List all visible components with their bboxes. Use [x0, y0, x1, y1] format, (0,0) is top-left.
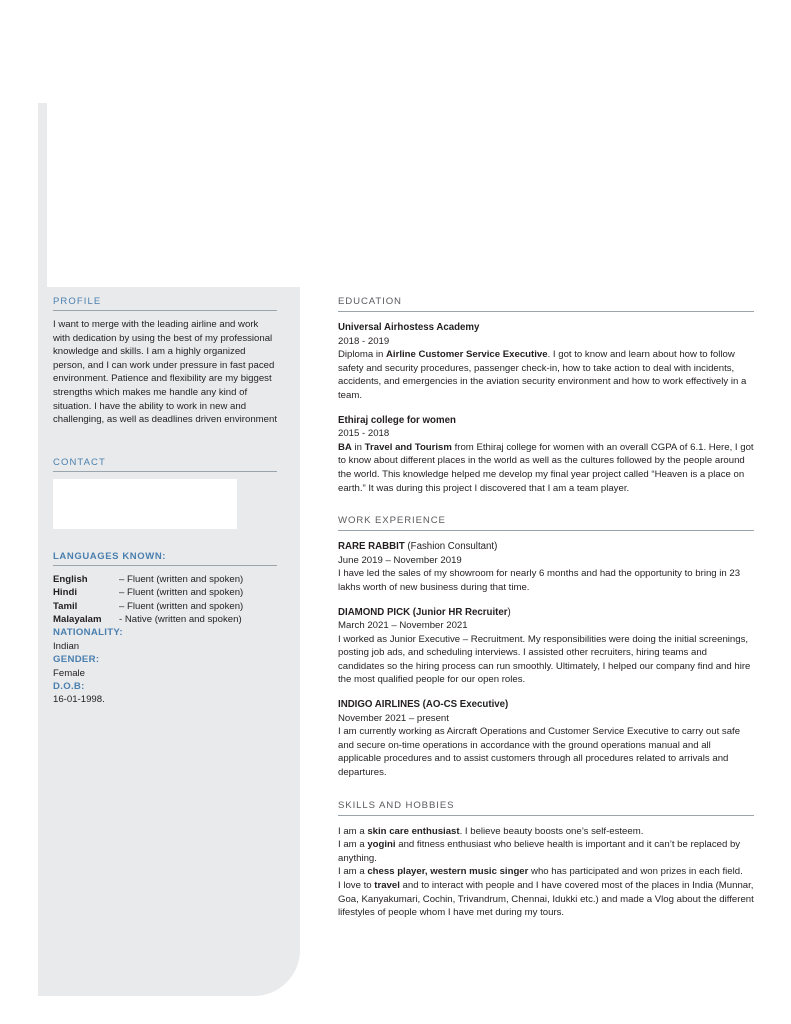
- contact-details-box: [53, 479, 237, 529]
- list-item: [338, 865, 754, 879]
- hobby-highlight: yogini: [367, 839, 396, 851]
- hobby-highlight: chess player, western music singer: [367, 866, 529, 878]
- education-desc-mid: in: [351, 441, 365, 453]
- education-desc-highlight: Travel and Tourism: [364, 441, 452, 453]
- hobby-pre: I am a: [338, 866, 368, 878]
- education-section: [338, 296, 754, 495]
- hobby-post: who has participated and won prizes in each field.: [528, 866, 743, 878]
- work-description: I am currently working as Aircraft Operations and Customer Service Executive to carry out safe and secure on-time operations in accordance with the ground operations manual and all applicable procedures and to assist customers through all procedures related to arrivals and departures.: [338, 726, 741, 779]
- work-entry: [338, 606, 754, 688]
- nationality-label: NATIONALITY:: [53, 627, 123, 639]
- hobby-pre: I am a: [338, 839, 368, 851]
- work-description: I worked as Junior Executive – Recruitment. My responsibilities were doing the initial screenings, posting job ads, and scheduling interviews. I assisted other recruiters, hiring teams and candidates so the hiring process can run smoothly. Ultimately, I helped our company find and hire the most qualified people for our open roles.: [338, 633, 751, 686]
- work-role: (Fashion Consultant): [404, 541, 498, 553]
- work-dates: November 2021 – present: [338, 712, 449, 724]
- dob-value: 16-01-1998.: [53, 694, 105, 706]
- work-title: [338, 698, 754, 712]
- education-entry: [338, 321, 754, 403]
- work-experience-heading: WORK EXPERIENCE: [338, 515, 754, 531]
- work-entry: [338, 540, 754, 594]
- education-entry: [338, 414, 754, 496]
- gender-value: Female: [53, 667, 85, 679]
- work-company: RARE RABBIT: [338, 541, 405, 553]
- education-description: [338, 348, 754, 402]
- nationality-value: Indian: [53, 640, 80, 652]
- language-level: - Native (written and spoken): [119, 613, 242, 625]
- list-item: [53, 600, 277, 613]
- profile-heading: PROFILE: [53, 296, 277, 311]
- profile-text: I want to merge with the leading airline and work with dedication by using the best of my professional knowledge and skills. I am a highly organized person, and I can work under pressure in fast paced environment. Patience and flexibility are my biggest strengths which makes me handle any kind of situation. I have the ability to work in new and challenging, as well as deadlines driven environment: [53, 319, 277, 426]
- hobby-post: and fitness enthusiast who believe health is important and it can’t be replaced by anything.: [338, 839, 741, 864]
- education-institution: Universal Airhostess Academy: [338, 322, 480, 333]
- education-dates: 2015 - 2018: [338, 428, 390, 440]
- work-title: [338, 606, 754, 620]
- list-item: [53, 586, 277, 599]
- hobby-pre: I am a: [338, 825, 368, 837]
- contact-heading: CONTACT: [53, 457, 277, 472]
- list-item: [53, 573, 277, 586]
- list-item: [53, 613, 277, 626]
- education-heading: EDUCATION: [338, 296, 754, 312]
- language-name: English: [53, 573, 88, 585]
- profile-section: [53, 296, 277, 427]
- education-degree: BA: [338, 441, 352, 453]
- language-name: Malayalam: [53, 613, 102, 625]
- language-level: – Fluent (written and spoken): [119, 573, 244, 585]
- education-dates: 2018 - 2019: [338, 335, 390, 347]
- language-name: Tamil: [53, 600, 78, 612]
- hobby-highlight: skin care enthusiast: [367, 825, 460, 837]
- work-dates: March 2021 – November 2021: [338, 620, 468, 632]
- dob-label: D.O.B:: [53, 681, 85, 692]
- language-level: – Fluent (written and spoken): [119, 587, 244, 599]
- education-desc-post: . I got to know and learn about how to follow safety and security procedures, passenger check-in, how to take action to deal with incidents, accidents, and emergencies in the aviation security environment and how to work effectively in a team.: [338, 349, 747, 401]
- work-description: I have led the sales of my showroom for nearly 6 months and had the opportunity to bring in 23 lakhs worth of new business during that time.: [338, 568, 741, 593]
- hobby-post: and to interact with people and I have covered most of the places in India (Munnar, Goa, Kanyakumari, Cochin, Trivandrum, Chennai, Idukki etc.) and made a Vlog about the different lifestyles of people whom I have met during my tours.: [338, 880, 754, 919]
- education-desc-highlight: Airline Customer Service Executive: [386, 349, 548, 361]
- education-desc-pre: Diploma in: [338, 349, 386, 361]
- work-title: [338, 540, 754, 554]
- hobby-highlight: travel: [374, 880, 400, 891]
- list-item: [338, 825, 754, 839]
- languages-heading: LANGUAGES KNOWN:: [53, 551, 277, 566]
- skills-hobbies-heading: SKILLS AND HOBBIES: [338, 800, 754, 816]
- work-entry: [338, 698, 754, 780]
- work-company: DIAMOND PICK (Junior HR Recruiter: [338, 606, 508, 618]
- contact-section: [53, 457, 277, 529]
- language-name: Hindi: [53, 587, 77, 599]
- education-desc-post: from Ethiraj college for women with an overall CGPA of 6.1. Here, I got to know about different places in the world as well as the cultures followed by the people around the world. This knowledge helped me develop my final year project called “Heaven is a place on earth.” It was during this project I discovered that I am a team player.: [338, 441, 754, 494]
- skills-hobbies-section: [338, 800, 754, 920]
- hobby-post: . I believe beauty boosts one’s self-esteem.: [459, 825, 644, 837]
- education-institution: Ethiraj college for women: [338, 414, 456, 426]
- education-description: [338, 441, 754, 495]
- languages-section: [53, 551, 277, 707]
- work-dates: June 2019 – November 2019: [338, 554, 462, 566]
- list-item: [338, 838, 754, 865]
- left-column: [53, 296, 277, 707]
- work-experience-section: [338, 515, 754, 780]
- hobby-pre: I love to: [338, 880, 375, 891]
- right-column: [338, 296, 754, 940]
- language-level: – Fluent (written and spoken): [119, 600, 244, 612]
- gender-label: GENDER:: [53, 654, 100, 666]
- list-item: [338, 879, 754, 920]
- work-role: ): [507, 606, 511, 618]
- left-panel-notch: [47, 103, 300, 287]
- work-company: INDIGO AIRLINES (AO-CS Executive): [338, 699, 509, 711]
